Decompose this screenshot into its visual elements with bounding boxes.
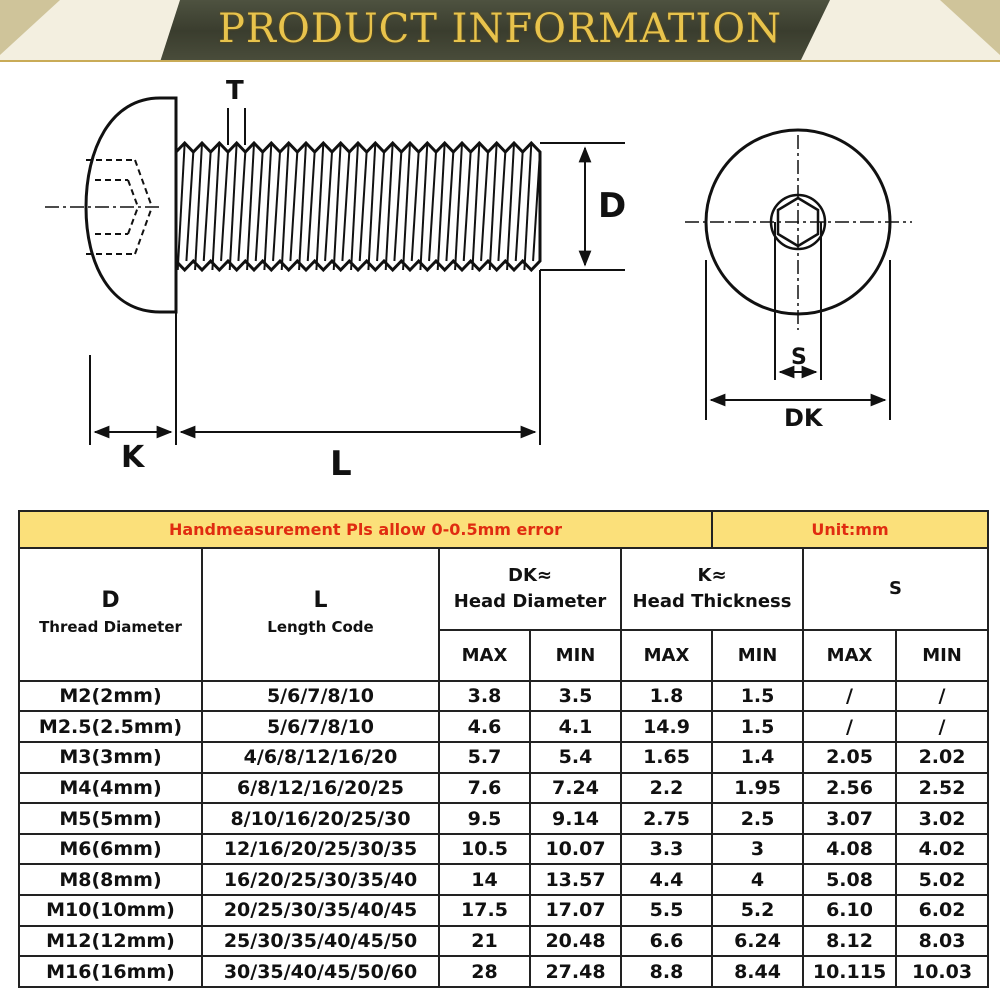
cell-l: 6/8/12/16/20/25 <box>202 773 439 804</box>
screw-thread-side-view <box>176 143 540 270</box>
cell-dk-max: 28 <box>439 956 530 987</box>
header-s-min: MIN <box>896 630 988 681</box>
table-row <box>19 834 988 865</box>
cell-d: M3(3mm) <box>19 742 202 773</box>
cell-dk-max: 4.6 <box>439 711 530 742</box>
header-l-symbol: L <box>313 588 328 614</box>
header-k <box>621 548 803 630</box>
cell-l: 16/20/25/30/35/40 <box>202 864 439 895</box>
header-k-max: MAX <box>621 630 712 681</box>
cell-s-min: 6.02 <box>896 895 988 926</box>
cell-s-max: 10.115 <box>803 956 896 987</box>
cell-s-min: 3.02 <box>896 803 988 834</box>
cell-s-min: 4.02 <box>896 834 988 865</box>
cell-dk-max: 14 <box>439 864 530 895</box>
cell-k-min: 2.5 <box>712 803 803 834</box>
cell-k-max: 6.6 <box>621 926 712 957</box>
table-row <box>19 956 988 987</box>
cell-k-max: 2.2 <box>621 773 712 804</box>
screw-head-front-view <box>685 130 912 420</box>
label-t: T <box>226 76 244 106</box>
header-dk-min: MIN <box>530 630 621 681</box>
label-s: S <box>791 345 807 370</box>
cell-k-min: 1.5 <box>712 711 803 742</box>
cell-s-min: 2.02 <box>896 742 988 773</box>
cell-d: M12(12mm) <box>19 926 202 957</box>
error-note: Handmeasurement Pls allow 0-0.5mm error <box>19 511 712 548</box>
label-d: D <box>598 186 627 226</box>
header-d-symbol: D <box>101 588 120 614</box>
cell-d: M4(4mm) <box>19 773 202 804</box>
header-l-name: Length Code <box>267 618 374 637</box>
cell-d: M2.5(2.5mm) <box>19 711 202 742</box>
unit-note: Unit:mm <box>712 511 988 548</box>
cell-k-min: 1.95 <box>712 773 803 804</box>
cell-l: 30/35/40/45/50/60 <box>202 956 439 987</box>
cell-s-min: 5.02 <box>896 864 988 895</box>
cell-k-max: 1.8 <box>621 681 712 712</box>
cell-k-max: 14.9 <box>621 711 712 742</box>
cell-l: 5/6/7/8/10 <box>202 681 439 712</box>
header-dk <box>439 548 621 630</box>
table-row <box>19 926 988 957</box>
table-row <box>19 864 988 895</box>
table-row <box>19 773 988 804</box>
cell-d: M6(6mm) <box>19 834 202 865</box>
header-dk-max: MAX <box>439 630 530 681</box>
cell-d: M16(16mm) <box>19 956 202 987</box>
cell-k-min: 6.24 <box>712 926 803 957</box>
cell-k-min: 3 <box>712 834 803 865</box>
cell-d: M2(2mm) <box>19 681 202 712</box>
cell-k-max: 5.5 <box>621 895 712 926</box>
header-dk-name: Head Diameter <box>453 590 607 612</box>
cell-dk-min: 10.07 <box>530 834 621 865</box>
cell-dk-min: 9.14 <box>530 803 621 834</box>
cell-dk-min: 20.48 <box>530 926 621 957</box>
header-dk-symbol: DK≈ <box>508 564 552 586</box>
header-d-name: Thread Diameter <box>39 618 182 637</box>
header-k-min: MIN <box>712 630 803 681</box>
cell-k-max: 8.8 <box>621 956 712 987</box>
cell-s-min: 8.03 <box>896 926 988 957</box>
header-s-max: MAX <box>803 630 896 681</box>
cell-dk-min: 4.1 <box>530 711 621 742</box>
note-row <box>19 511 988 548</box>
cell-k-min: 4 <box>712 864 803 895</box>
table-row <box>19 681 988 712</box>
cell-s-min: 10.03 <box>896 956 988 987</box>
cell-l: 20/25/30/35/40/45 <box>202 895 439 926</box>
cell-l: 4/6/8/12/16/20 <box>202 742 439 773</box>
cell-l: 25/30/35/40/45/50 <box>202 926 439 957</box>
cell-d: M8(8mm) <box>19 864 202 895</box>
cell-dk-min: 27.48 <box>530 956 621 987</box>
cell-k-min: 1.4 <box>712 742 803 773</box>
cell-dk-max: 17.5 <box>439 895 530 926</box>
label-l: L <box>330 444 352 484</box>
cell-s-min: / <box>896 711 988 742</box>
header-d <box>19 548 202 681</box>
table-row <box>19 803 988 834</box>
cell-dk-min: 5.4 <box>530 742 621 773</box>
cell-dk-max: 21 <box>439 926 530 957</box>
screw-diagram <box>0 62 1000 502</box>
cell-k-min: 5.2 <box>712 895 803 926</box>
cell-dk-min: 13.57 <box>530 864 621 895</box>
header-k-symbol: K≈ <box>697 564 727 586</box>
cell-k-min: 1.5 <box>712 681 803 712</box>
screw-head-side-view <box>86 98 176 312</box>
header-k-name: Head Thickness <box>632 590 792 612</box>
table-row <box>19 742 988 773</box>
label-k: K <box>121 440 145 475</box>
cell-s-max: 2.56 <box>803 773 896 804</box>
cell-k-max: 3.3 <box>621 834 712 865</box>
cell-k-max: 1.65 <box>621 742 712 773</box>
cell-d: M10(10mm) <box>19 895 202 926</box>
cell-dk-max: 7.6 <box>439 773 530 804</box>
cell-s-max: 8.12 <box>803 926 896 957</box>
cell-dk-max: 10.5 <box>439 834 530 865</box>
cell-dk-min: 3.5 <box>530 681 621 712</box>
cell-k-max: 4.4 <box>621 864 712 895</box>
cell-s-max: 2.05 <box>803 742 896 773</box>
spec-table <box>18 510 989 988</box>
cell-s-max: / <box>803 681 896 712</box>
cell-s-max: 3.07 <box>803 803 896 834</box>
dimension-t <box>228 108 245 145</box>
table-row <box>19 895 988 926</box>
cell-s-max: 5.08 <box>803 864 896 895</box>
cell-s-min: 2.52 <box>896 773 988 804</box>
cell-s-max: 6.10 <box>803 895 896 926</box>
cell-d: M5(5mm) <box>19 803 202 834</box>
cell-l: 5/6/7/8/10 <box>202 711 439 742</box>
cell-k-max: 2.75 <box>621 803 712 834</box>
cell-k-min: 8.44 <box>712 956 803 987</box>
label-dk: DK <box>784 404 823 432</box>
cell-dk-max: 3.8 <box>439 681 530 712</box>
cell-l: 12/16/20/25/30/35 <box>202 834 439 865</box>
header-row <box>19 548 988 630</box>
header-banner <box>0 0 1000 62</box>
cell-s-max: / <box>803 711 896 742</box>
cell-dk-min: 17.07 <box>530 895 621 926</box>
header-s: S <box>803 548 988 630</box>
cell-s-max: 4.08 <box>803 834 896 865</box>
page-title: PRODUCT INFORMATION <box>218 6 782 52</box>
dimension-k-l <box>90 270 540 445</box>
cell-dk-max: 9.5 <box>439 803 530 834</box>
cell-dk-min: 7.24 <box>530 773 621 804</box>
spec-table-body <box>19 681 988 987</box>
cell-dk-max: 5.7 <box>439 742 530 773</box>
cell-l: 8/10/16/20/25/30 <box>202 803 439 834</box>
cell-s-min: / <box>896 681 988 712</box>
header-l <box>202 548 439 681</box>
table-row <box>19 711 988 742</box>
